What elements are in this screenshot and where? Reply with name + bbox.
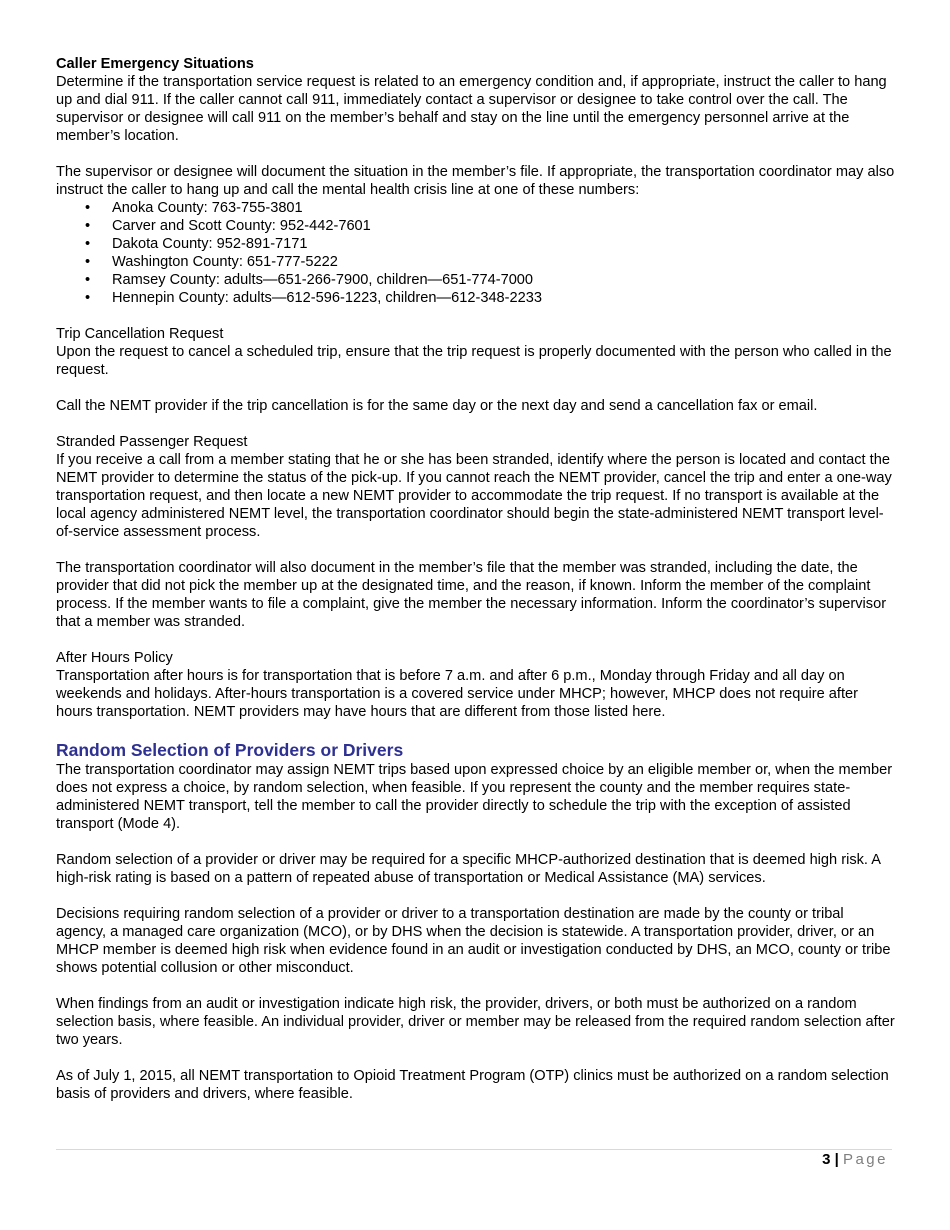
footer-separator: | (834, 1151, 839, 1168)
stranded-passenger-paragraph-2: The transportation coordinator will also document in the member’s file that the member was stranded, including the date, the provider that did not pick the member up at the designated time, and the reason, if known. Inform the member of the complaint process. If the member wants to file a complaint, give the member the necessary information. Inform the coordinator’s supervisor that a member was stranded. (56, 560, 887, 630)
caller-emergency-heading: Caller Emergency Situations (56, 56, 254, 72)
page-label: Page (842, 1151, 888, 1168)
document-body (56, 55, 896, 1103)
random-selection-paragraph-2: Random selection of a provider or driver may be required for a specific MHCP-authorized destination that is deemed high risk. A high-risk rating is based on a pattern of repeated abuse of transportation or Medical Assistance (MA) services. (56, 852, 881, 886)
crisis-line-item: • Dakota County: 952-891-7171 (112, 235, 896, 253)
crisis-line-item: • Carver and Scott County: 952-442-7601 (112, 217, 896, 235)
trip-cancellation-paragraph-2: Call the NEMT provider if the trip cancellation is for the same day or the next day and send a cancellation fax or email. (56, 398, 818, 414)
random-selection-paragraph-3: Decisions requiring random selection of a provider or driver to a transportation destination are made by the county or tribal agency, a managed care organization (MCO), or by DHS when the decision is statewide. A transportation provider, driver, or an MHCP member is deemed high risk when evidence found in an audit or investigation conducted by DHS, an MCO, county or tribe shows potential collusion or other misconduct. (56, 906, 891, 976)
trip-cancellation-heading: Trip Cancellation Request (56, 326, 224, 342)
crisis-line-list (56, 199, 896, 307)
stranded-passenger-paragraph-1: If you receive a call from a member stating that he or she has been stranded, identify where the person is located and contact the NEMT provider to determine the status of the pick-up. If you cannot reach the NEMT provider, cancel the trip and enter a one-way transportation request, and then locate a new NEMT provider to accommodate the trip request. If no transport is available at the local agency administered NEMT level, the transportation coordinator should begin the state-administered NEMT transport level-of-service assessment process. (56, 452, 892, 540)
random-selection-paragraph-4: When findings from an audit or investigation indicate high risk, the provider, drivers, or both must be authorized on a random selection basis, where feasible. An individual provider, driver or member may be released from the required random selection after two years. (56, 996, 895, 1048)
page-footer (822, 1151, 888, 1169)
stranded-passenger-heading: Stranded Passenger Request (56, 434, 248, 450)
crisis-line-item: • Anoka County: 763-755-3801 (112, 199, 896, 217)
trip-cancellation-paragraph-1: Upon the request to cancel a scheduled trip, ensure that the trip request is properly documented with the person who called in the request. (56, 344, 892, 378)
crisis-line-item: • Hennepin County: adults—612-596-1223, children—612-348-2233 (112, 289, 896, 307)
crisis-line-item: • Ramsey County: adults—651-266-7900, children—651-774-7000 (112, 271, 896, 289)
caller-emergency-paragraph-2: The supervisor or designee will document the situation in the member’s file. If appropriate, the transportation coordinator may also instruct the caller to hang up and call the mental health crisis line at one of these numbers: (56, 164, 895, 198)
caller-emergency-paragraph-1: Determine if the transportation service request is related to an emergency condition and, if appropriate, instruct the caller to hang up and dial 911. If the caller cannot call 911, immediately contact a supervisor or designee to take control over the call. The supervisor or designee will call 911 on the member’s behalf and stay on the line until the emergency personnel arrive at the member’s location. (56, 74, 887, 144)
random-selection-paragraph-1: The transportation coordinator may assign NEMT trips based upon expressed choice by an eligible member or, when the member does not express a choice, by random selection, when feasible. If you represent the county and the member requires state-administered NEMT transport, tell the member to call the provider directly to schedule the trip with the exception of assisted transport (Mode 4). (56, 762, 893, 832)
after-hours-paragraph-1: Transportation after hours is for transportation that is before 7 a.m. and after 6 p.m., Monday through Friday and all day on weekends and holidays. After-hours transportation is a covered service under MHCP; however, MHCP does not require after hours transportation. NEMT providers may have hours that are different from those listed here. (56, 668, 858, 720)
crisis-line-item: • Washington County: 651-777-5222 (112, 253, 896, 271)
page-number: 3 (822, 1151, 831, 1168)
after-hours-heading: After Hours Policy (56, 650, 173, 666)
random-selection-paragraph-5: As of July 1, 2015, all NEMT transportation to Opioid Treatment Program (OTP) clinics must be authorized on a random selection basis of providers and drivers, where feasible. (56, 1068, 889, 1102)
random-selection-heading: Random Selection of Providers or Drivers (56, 740, 404, 760)
footer-divider (56, 1149, 892, 1150)
